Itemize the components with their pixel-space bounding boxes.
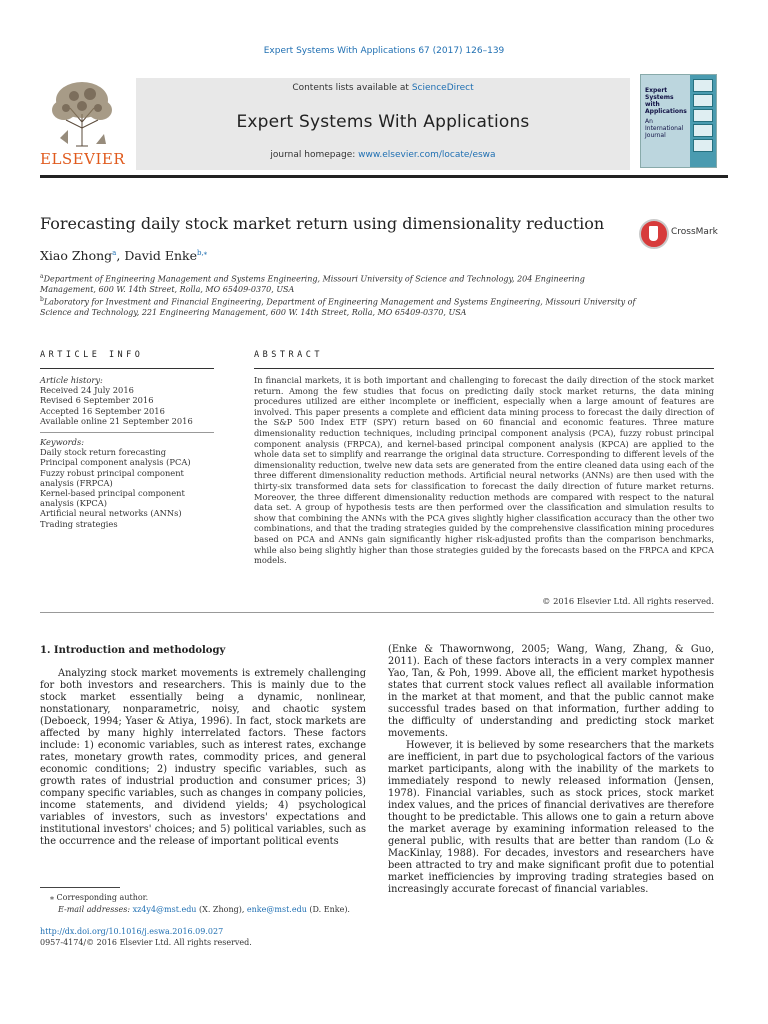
- affiliation-marker[interactable]: a: [112, 248, 117, 257]
- keyword-item: Principal component analysis (PCA): [40, 457, 191, 468]
- author-name: David Enke: [124, 248, 197, 263]
- keyword-item: Kernel-based principal component analysis (KPCA): [40, 488, 185, 509]
- section-1-title: 1. Introduction and methodology: [40, 645, 226, 656]
- crossmark-badge[interactable]: [639, 219, 729, 247]
- email-link[interactable]: xz4y4@mst.edu: [132, 905, 197, 914]
- affiliation-a: $^a$Department of Engineering Management and Systems Engineering, Missouri University of Science and Technology, 204 Engineering Management, 600 W. 14th Street, Rolla, MO 65409-0370, USA: [40, 273, 585, 295]
- footnote-rule: [40, 887, 120, 888]
- cover-thumbnail-icon: [693, 109, 713, 122]
- keywords-list: Keywords: Daily stock return forecasting Principal component analysis (PCA) Fuzzy robust principal component analysis (FRPCA) Kernel-based principal component analysis (KPCA) Artificial neural networks (ANNs) Trading strategies: [40, 437, 214, 529]
- cover-title: Expert Systems with Applications An International Journal: [645, 87, 687, 139]
- intro-paragraph-left: Analyzing stock market movements is extremely challenging for both investors and researchers. This is mainly due to the stock market essentially being a dynamic, nonlinear, nonstationary, nonparametric, noisy, and chaotic system (Deboeck, 1994; Yaser & Atiya, 1996). In fact, stock markets are affected by many highly interrelated factors. These factors include: 1) economic variables, such as interest rates, exchange rates, monetary growth rates, commodity prices, and general economic conditions; 2) industry specific variables, such as growth rates of industrial production and consumer prices; 3) company specific variables, such as changes in company policies, income statements, and dividend yields; 4) psychological variables of investors, such as investors' expectations and institutional investors' choices; and 5) political variables, such as the occurrence and the release of important political events: [40, 668, 366, 847]
- elsevier-logo: [40, 78, 126, 170]
- journal-title: Expert Systems With Applications: [236, 112, 530, 132]
- journal-cover: [640, 74, 717, 168]
- doi-link[interactable]: http://dx.doi.org/10.1016/j.eswa.2016.09.027: [40, 927, 224, 936]
- homepage-line: journal homepage: www.elsevier.com/locate/eswa: [270, 150, 496, 160]
- sciencedirect-link[interactable]: ScienceDirect: [411, 83, 474, 93]
- corresponding-author-note: ⁎ Corresponding author.: [50, 893, 149, 902]
- affiliation-b: $^b$Laboratory for Investment and Financial Engineering, Department of Engineering Management and Systems Engineering, Missouri University of Science and Technology, 221 Engineering Management, 600 W. 14th Street, Rolla, MO 65409-0370, USA: [40, 296, 636, 318]
- intro-paragraph: However, it is believed by some researchers that the markets are inefficient, in part due to psychological factors of the various market participants, along with the inability of the markets to immediately respond to newly released information (Jensen, 1978). Financial variables, such as stock prices, stock market index values, and the prices of financial derivatives are therefore thought to be predictable. This allows one to gain a return above the market average by examining information released to the general public, with results that are better than random (Lo & MacKinlay, 1988). For decades, investors and researchers have been attracted to try and make significant profit due to potential market inefficiencies by improving trading strategies based on increasingly accurate forecast of financial variables.: [388, 740, 714, 895]
- history-item: Revised 6 September 2016: [40, 395, 154, 406]
- abstract-rule: [254, 368, 714, 369]
- cover-thumbnail-icon: [693, 139, 713, 152]
- history-item: Available online 21 September 2016: [40, 415, 193, 426]
- journal-homepage-link[interactable]: www.elsevier.com/locate/eswa: [358, 150, 496, 160]
- cover-thumbnail-icon: [693, 94, 713, 107]
- paper-title: Forecasting daily stock market return using dimensionality reduction: [40, 214, 605, 233]
- header-divider: [40, 175, 728, 178]
- article-history: Article history: Received 24 July 2016 Revised 6 September 2016 Accepted 16 September 2016 Available online 21 September 2016: [40, 375, 214, 426]
- journal-citation[interactable]: Expert Systems With Applications 67 (2017) 126–139: [263, 46, 505, 56]
- abstract-heading: ABSTRACT: [254, 350, 323, 360]
- author-name: Xiao Zhong: [40, 248, 113, 263]
- journal-banner: [136, 78, 630, 170]
- history-item: Accepted 16 September 2016: [40, 405, 165, 416]
- cover-thumbnail-icon: [693, 124, 713, 137]
- keyword-item: Artificial neural networks (ANNs): [40, 508, 182, 519]
- keywords-rule: [40, 432, 214, 433]
- email-line: E-mail addresses: xz4y4@mst.edu (X. Zhong), enke@mst.edu (D. Enke).: [58, 905, 350, 914]
- crossmark-label: CrossMark: [671, 227, 718, 237]
- keyword-item: Trading strategies: [40, 518, 118, 529]
- intro-paragraph: (Enke & Thawornwong, 2005; Wang, Wang, Zhang, & Guo, 2011). Each of these factors interacts in a very complex manner Yao, Tan, & Poh, 1999. Above all, the efficient market hypothesis states that current stock values reflect all available information in the market at that moment, and that the public cannot make successful trades based on that information, further adding to the difficulty of understanding and predicting stock market movements.: [388, 644, 714, 739]
- keyword-item: Daily stock return forecasting: [40, 447, 167, 458]
- article-info-rule: [40, 368, 214, 369]
- history-item: Received 24 July 2016: [40, 385, 134, 396]
- elsevier-wordmark: ELSEVIER: [40, 150, 126, 168]
- cover-thumbnail-icon: [693, 79, 713, 92]
- keyword-item: Fuzzy robust principal component analysis (FRPCA): [40, 467, 184, 488]
- issn-line: 0957-4174/© 2016 Elsevier Ltd. All rights reserved.: [40, 938, 252, 947]
- intro-column-right: [388, 644, 714, 896]
- abstract-copyright: © 2016 Elsevier Ltd. All rights reserved.: [542, 596, 714, 606]
- contents-line: Contents lists available at ScienceDirect: [292, 83, 474, 93]
- tree-logo-icon: [46, 78, 118, 148]
- abstract-bottom-rule: [40, 612, 714, 613]
- article-info-heading: ARTICLE INFO: [40, 350, 144, 360]
- email-link[interactable]: enke@mst.edu: [246, 905, 307, 914]
- author-list: Xiao Zhong$^a$, David Enke$^{b,⁎}$: [40, 248, 208, 263]
- abstract-text: In financial markets, it is both important and challenging to forecast the daily direction of the stock market return. Among the few studies that focus on predicting daily stock market returns, the data mining procedures utilized are either incomplete or inefficient, especially when a large amount of features are involved. This paper presents a complete and efficient data mining process to forecast the daily direction of the S&P 500 Index ETF (SPY) return based on 60 financial and economic features. Three mature dimensionality reduction techniques, including principal component analysis (PCA), fuzzy robust principal component analysis (FRPCA), and kernel-based principal component analysis (KPCA) are applied to the whole data set to simplify and rearrange the original data structure. Corresponding to different levels of the dimensionality reduction, twelve new data sets are generated from the entire cleaned data using each of the three different dimensionality reduction methods. Artificial neural networks (ANNs) are then used with the thirty-six transformed data sets for classification to forecast the daily direction of future market returns. Moreover, the three different dimensionality reduction methods are compared with respect to the natural data set. A group of hypothesis tests are then performed over the classification and simulation results to show that combining the ANNs with the PCA gives slightly higher classification accuracy than the other two combinations, and that the trading strategies guided by the comprehensive classification mining procedures based on PCA and ANNs gain significantly higher risk-adjusted profits than the comparison benchmarks, while also being slightly higher than those strategies guided by the forecasts based on the FRPCA and KPCA models.: [254, 375, 714, 566]
- affiliation-marker[interactable]: b,⁎: [196, 248, 208, 257]
- cover-image-strip: [690, 75, 716, 167]
- crossmark-icon: [639, 219, 669, 249]
